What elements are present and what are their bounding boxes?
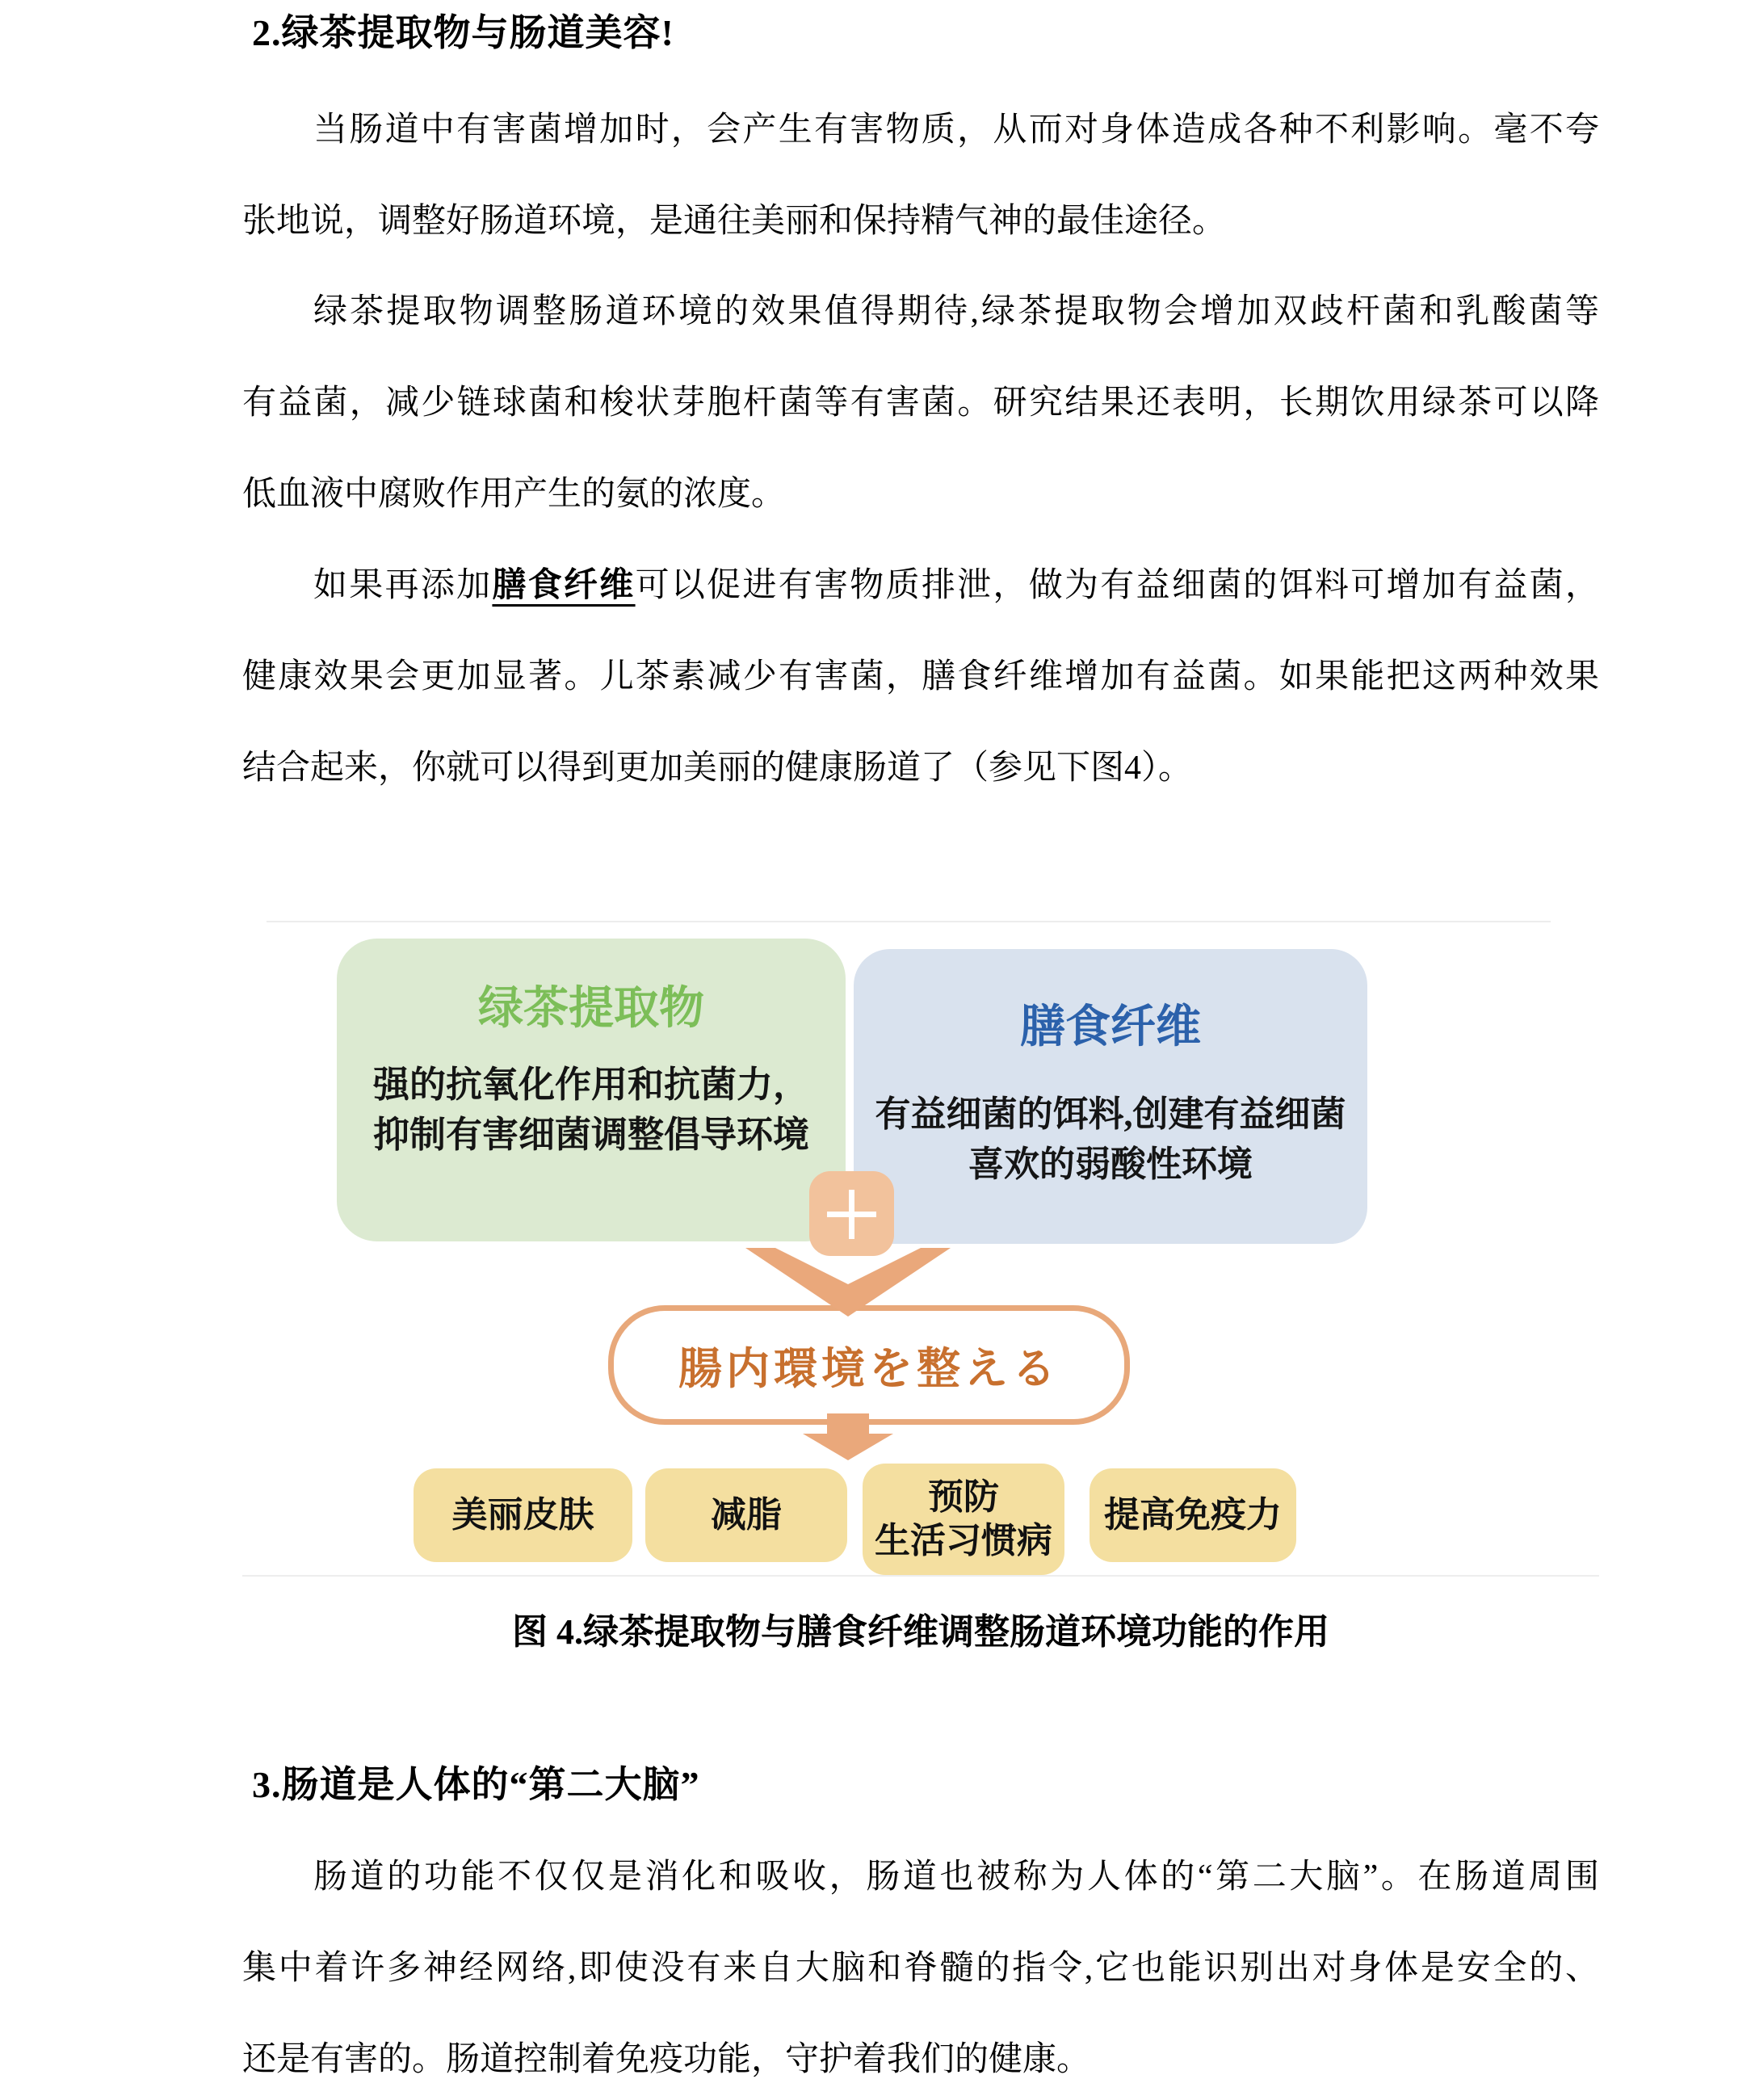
- paragraph-3-line-1-suffix: 可以促进有害物质排泄，做为有益细菌的饵料可增加有益菌，: [635, 567, 1599, 604]
- paragraph-3-line-1-prefix: 如果再添加: [313, 567, 493, 604]
- outcome-label: 美丽皮肤: [451, 1495, 594, 1535]
- paragraph-3-line-1: [242, 540, 1599, 632]
- dietary-fiber-description-line-1: 有益细菌的饵料,创建有益细菌: [875, 1094, 1346, 1134]
- outcome-box-fat-reduction: [645, 1468, 847, 1562]
- outcome-box-prevent-lifestyle-disease: [863, 1464, 1064, 1575]
- paragraph-1: [242, 85, 1599, 267]
- paragraph-2-line-2: 有益菌，减少链球菌和梭状芽胞杆菌等有害菌。研究结果还表明，长期饮用绿茶可以降: [242, 384, 1599, 422]
- outcome-label: 提高免疫力: [1104, 1495, 1282, 1535]
- paragraph-2: [242, 267, 1599, 540]
- green-tea-extract-title: 绿茶提取物: [478, 984, 704, 1034]
- section-heading-2: 2.绿茶提取物与肠道美容!: [252, 12, 674, 53]
- paragraph-2-line-1: 绿茶提取物调整肠道环境的效果值得期待,绿茶提取物会增加双歧杆菌和乳酸菌等: [313, 293, 1599, 330]
- figure-4-diagram: [337, 939, 1367, 1617]
- paragraph-3-line-3: 结合起来，你就可以得到更加美丽的健康肠道了（参见下图4）。: [242, 750, 1193, 787]
- dietary-fiber-title: 膳食纤维: [1020, 1002, 1201, 1052]
- paragraph-3-line-2: 健康效果会更加显著。儿茶素减少有害菌，膳食纤维增加有益菌。如果能把这两种效果: [242, 658, 1599, 695]
- paragraph-3: [242, 540, 1599, 814]
- plus-badge: [809, 1171, 894, 1256]
- dietary-fiber-underlined-term: 膳食纤维: [492, 567, 636, 604]
- figure-top-edge-line: [267, 921, 1551, 922]
- paragraph-1-line-1: 当肠道中有害菌增加时，会产生有害物质，从而对身体造成各种不利影响。毫不夸: [313, 111, 1599, 149]
- outcome-label-line-1: 预防: [928, 1477, 999, 1517]
- merge-arrow-icon: [745, 1248, 951, 1317]
- green-tea-extract-description-line-2: 抑制有害细菌调整倡导环境: [372, 1115, 809, 1155]
- paragraph-4-line-1: 肠道的功能不仅仅是消化和吸收，肠道也被称为人体的“第二大脑”。在肠道周围: [313, 1858, 1599, 1896]
- paragraph-4-line-3: 还是有害的。肠道控制着免疫功能，守护着我们的健康。: [242, 2041, 1091, 2078]
- intestinal-environment-label: 腸内環境を整える: [678, 1344, 1060, 1393]
- paragraph-4-line-2: 集中着许多神经网络,即使没有来自大脑和脊髓的指令,它也能识别出对身体是安全的、: [242, 1950, 1599, 1987]
- outcome-box-improve-immunity: [1090, 1468, 1296, 1562]
- section-heading-3: 3.肠道是人体的“第二大脑”: [252, 1764, 700, 1805]
- paragraph-4: [242, 1832, 1599, 2100]
- outcome-label: 减脂: [711, 1495, 782, 1535]
- dietary-fiber-description-line-2: 喜欢的弱酸性环境: [968, 1144, 1253, 1184]
- green-tea-extract-description-line-1: 强的抗氧化作用和抗菌力，: [372, 1065, 809, 1105]
- paragraph-2-line-3: 低血液中腐败作用产生的氨的浓度。: [242, 476, 786, 513]
- figure-4-caption: 图 4.绿茶提取物与膳食纤维调整肠道环境功能的作用: [512, 1612, 1329, 1652]
- outcome-box-beautiful-skin: [414, 1468, 632, 1562]
- paragraph-1-line-2: 张地说，调整好肠道环境，是通往美丽和保持精气神的最佳途径。: [242, 203, 1227, 240]
- outcome-label-line-2: 生活习惯病: [875, 1521, 1052, 1560]
- down-arrow-icon: [803, 1413, 893, 1460]
